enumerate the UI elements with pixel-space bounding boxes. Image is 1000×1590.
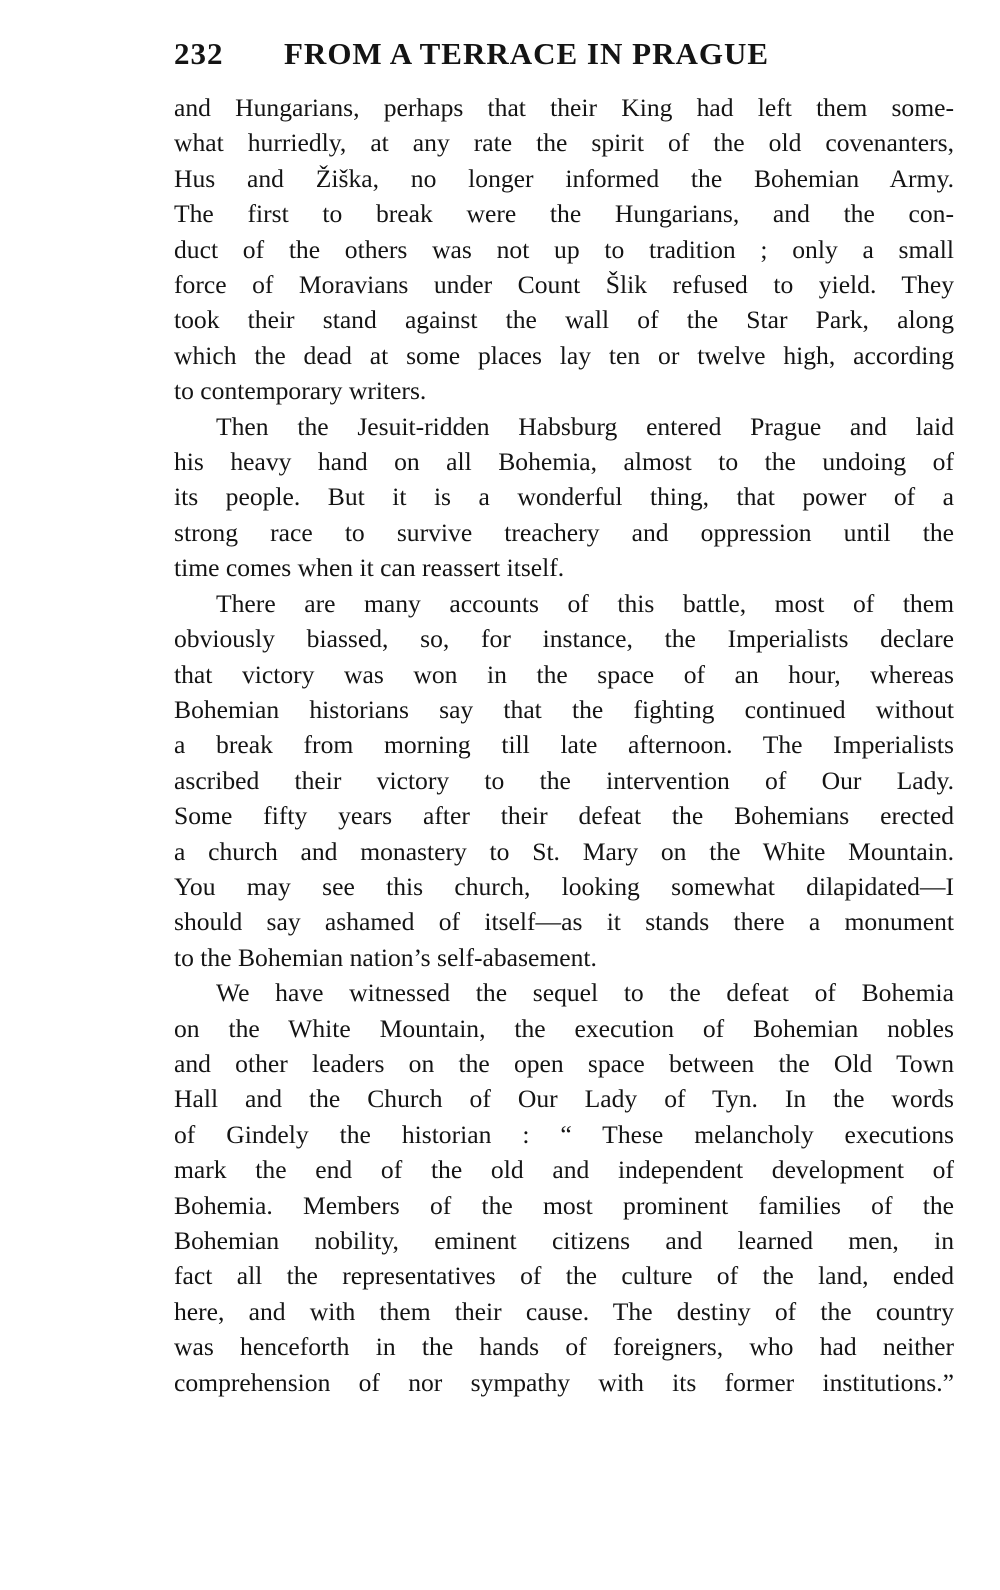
text-line: Hall and the Church of Our Lady of Tyn. In the words bbox=[174, 1084, 954, 1114]
text-line: comprehension of nor sympathy with its former institutions.” bbox=[174, 1367, 954, 1397]
text-line: Bohemia. Members of the most prominent families of the bbox=[174, 1190, 954, 1220]
text-line: There are many accounts of this battle, most of them bbox=[216, 588, 954, 618]
text-line: mark the end of the old and independent development of bbox=[174, 1155, 954, 1185]
text-line: Then the Jesuit-ridden Habsburg entered Prague and laid bbox=[216, 411, 954, 441]
text-line: a break from morning till late afternoon. The Imperialists bbox=[174, 730, 954, 760]
text-line: which the dead at some places lay ten or twelve high, according bbox=[174, 340, 954, 370]
text-line: to contemporary writers. bbox=[174, 376, 427, 406]
book-title: FROM A TERRACE IN PRAGUE bbox=[284, 36, 770, 71]
text-line: obviously biassed, so, for instance, the Imperialists declare bbox=[174, 624, 954, 654]
text-line: was henceforth in the hands of foreigners, who had neither bbox=[174, 1332, 954, 1362]
running-head bbox=[174, 36, 954, 72]
text-line: a church and monastery to St. Mary on the White Mountain. bbox=[174, 836, 954, 866]
text-line: Some fifty years after their defeat the Bohemians erected bbox=[174, 801, 954, 831]
text-line: here, and with them their cause. The destiny of the country bbox=[174, 1296, 954, 1326]
text-line: time comes when it can reassert itself. bbox=[174, 553, 565, 583]
page-number: 232 bbox=[174, 36, 224, 71]
text-line: took their stand against the wall of the Star Park, along bbox=[174, 305, 954, 335]
text-line: and other leaders on the open space between the Old Town bbox=[174, 1048, 954, 1078]
text-line: Bohemian historians say that the fighting continued without bbox=[174, 694, 954, 724]
text-line: should say ashamed of itself—as it stands there a monument bbox=[174, 907, 954, 937]
text-line: ascribed their victory to the intervention of Our Lady. bbox=[174, 765, 954, 795]
text-line: what hurriedly, at any rate the spirit of the old covenanters, bbox=[174, 128, 954, 158]
paragraph-2 bbox=[174, 409, 954, 586]
text-line: You may see this church, looking somewhat dilapidated—I bbox=[174, 871, 954, 901]
text-line: fact all the representatives of the culture of the land, ended bbox=[174, 1261, 954, 1291]
paragraph-4 bbox=[174, 975, 954, 1400]
text-line: to the Bohemian nation’s self-abasement. bbox=[174, 942, 597, 972]
text-line: of Gindely the historian : “ These melancholy executions bbox=[174, 1119, 954, 1149]
text-line: We have witnessed the sequel to the defeat of Bohemia bbox=[216, 978, 954, 1008]
text-line: strong race to survive treachery and oppression until the bbox=[174, 517, 954, 547]
text-line: his heavy hand on all Bohemia, almost to the undoing of bbox=[174, 447, 954, 477]
text-line: duct of the others was not up to tradition ; only a small bbox=[174, 234, 954, 264]
text-line: and Hungarians, perhaps that their King had left them some- bbox=[174, 93, 954, 122]
text-line: on the White Mountain, the execution of Bohemian nobles bbox=[174, 1013, 954, 1043]
text-line: force of Moravians under Count Šlik refused to yield. They bbox=[174, 270, 954, 300]
text-line: its people. But it is a wonderful thing, that power of a bbox=[174, 482, 954, 512]
text-line: Hus and Žiška, no longer informed the Bohemian Army. bbox=[174, 163, 954, 193]
body-text bbox=[174, 90, 954, 1400]
text-line: Bohemian nobility, eminent citizens and learned men, in bbox=[174, 1226, 954, 1255]
text-line: that victory was won in the space of an hour, whereas bbox=[174, 659, 954, 689]
text-line: The first to break were the Hungarians, and the con- bbox=[174, 199, 954, 229]
paragraph-3 bbox=[174, 586, 954, 975]
paragraph-1 bbox=[174, 90, 954, 409]
book-page bbox=[174, 36, 954, 1400]
